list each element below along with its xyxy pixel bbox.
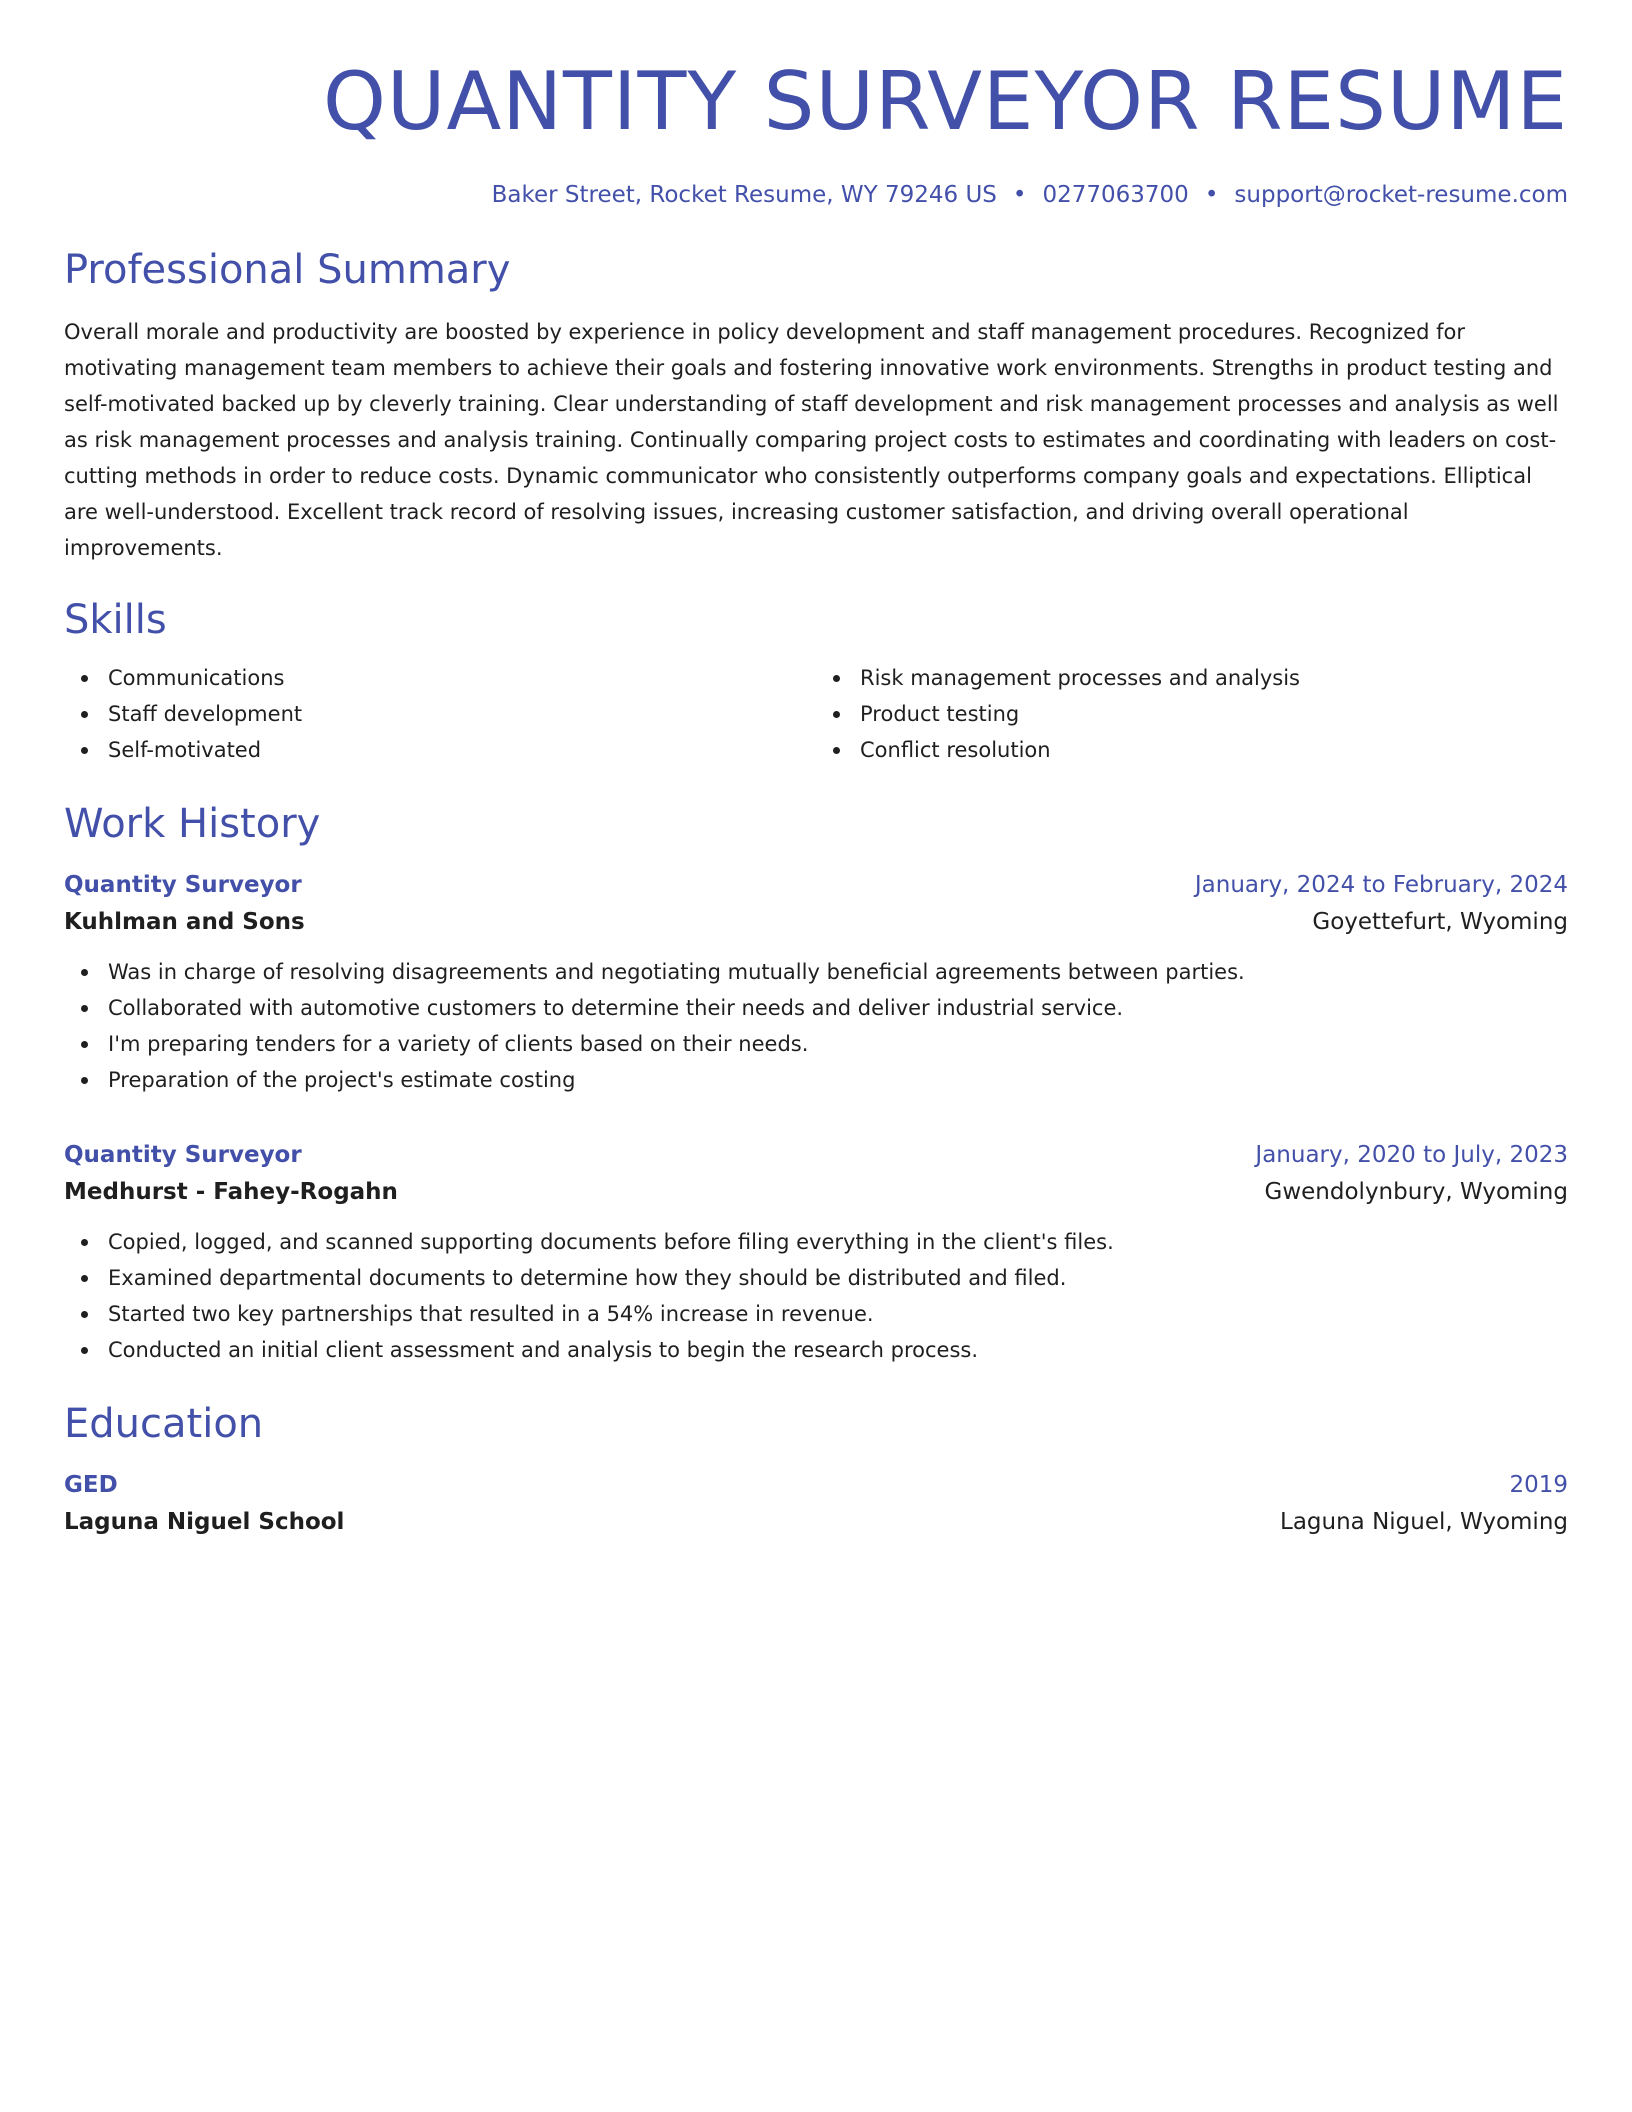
job-bullet: I'm preparing tenders for a variety of clients based on their needs.	[64, 1026, 1568, 1062]
skills-list-right	[816, 660, 1568, 768]
education-degree: GED	[64, 1472, 118, 1498]
section-heading: Skills	[64, 597, 167, 643]
education-location: Laguna Niguel, Wyoming	[1280, 1509, 1568, 1535]
work-history-section	[64, 798, 1568, 1368]
job-bullet: Collaborated with automotive customers to determine their needs and deliver industrial service.	[64, 990, 1568, 1026]
job-dates: January, 2020 to July, 2023	[1255, 1142, 1568, 1168]
job-bullet: Copied, logged, and scanned supporting documents before filing everything in the client's files.	[64, 1224, 1568, 1260]
job-bullet: Started two key partnerships that resulted in a 54% increase in revenue.	[64, 1296, 1568, 1332]
job-header-row	[64, 1138, 1568, 1172]
education-school: Laguna Niguel School	[64, 1509, 345, 1535]
job-company-row	[64, 902, 1568, 942]
job-company-row	[64, 1172, 1568, 1212]
job-role: Quantity Surveyor	[64, 872, 302, 898]
skills-grid	[64, 660, 1568, 768]
job-entry	[64, 868, 1568, 1098]
section-heading: Work History	[64, 801, 321, 847]
skill-item: Staff development	[64, 696, 816, 732]
contact-separator: •	[1204, 182, 1219, 208]
skills-list-left	[64, 660, 816, 768]
job-bullets	[64, 1224, 1568, 1368]
job-bullet: Preparation of the project's estimate costing	[64, 1062, 1568, 1098]
contact-phone: 0277063700	[1042, 182, 1189, 208]
section-heading: Professional Summary	[64, 247, 511, 293]
skill-item: Communications	[64, 660, 816, 696]
skills-section	[64, 594, 1568, 768]
education-entry	[64, 1468, 1568, 1542]
job-header-row	[64, 868, 1568, 902]
contact-email: support@rocket-resume.com	[1234, 182, 1568, 208]
job-company: Kuhlman and Sons	[64, 909, 305, 935]
job-entry	[64, 1138, 1568, 1368]
summary-text: Overall morale and productivity are boosted by experience in policy development and staff management procedures. Recognized for motivating management team members to achieve their goals and fostering innovative work environments. Strengths in product testing and self-motivated backed up by cleverly training. Clear understanding of staff development and risk management processes and analysis as well as risk management processes and analysis training. Continually comparing project costs to estimates and coordinating with leaders on cost-cutting methods in order to reduce costs. Dynamic communicator who consistently outperforms company goals and expectations. Elliptical are well-understood. Excellent track record of resolving issues, increasing customer satisfaction, and driving overall operational improvements.	[64, 320, 1559, 560]
contact-line	[64, 180, 1568, 210]
job-bullet: Was in charge of resolving disagreements and negotiating mutually beneficial agreements between parties.	[64, 954, 1568, 990]
education-year: 2019	[1509, 1472, 1568, 1498]
job-dates: January, 2024 to February, 2024	[1194, 872, 1568, 898]
education-header-row	[64, 1468, 1568, 1502]
job-company: Medhurst - Fahey-Rogahn	[64, 1179, 398, 1205]
job-location: Goyettefurt, Wyoming	[1312, 909, 1568, 935]
resume-header	[64, 0, 1568, 210]
professional-summary-section	[64, 244, 1568, 566]
contact-address: Baker Street, Rocket Resume, WY 79246 US	[491, 182, 997, 208]
job-location: Gwendolynbury, Wyoming	[1264, 1179, 1568, 1205]
resume-title: QUANTITY SURVEYOR RESUME	[322, 55, 1568, 148]
skill-item: Product testing	[816, 696, 1568, 732]
education-section	[64, 1398, 1568, 1542]
contact-separator: •	[1012, 182, 1027, 208]
job-role: Quantity Surveyor	[64, 1142, 302, 1168]
section-heading: Education	[64, 1401, 264, 1447]
job-bullet: Conducted an initial client assessment and analysis to begin the research process.	[64, 1332, 1568, 1368]
skill-item: Conflict resolution	[816, 732, 1568, 768]
skill-item: Self-motivated	[64, 732, 816, 768]
education-school-row	[64, 1502, 1568, 1542]
job-bullet: Examined departmental documents to determine how they should be distributed and filed.	[64, 1260, 1568, 1296]
skill-item: Risk management processes and analysis	[816, 660, 1568, 696]
job-bullets	[64, 954, 1568, 1098]
